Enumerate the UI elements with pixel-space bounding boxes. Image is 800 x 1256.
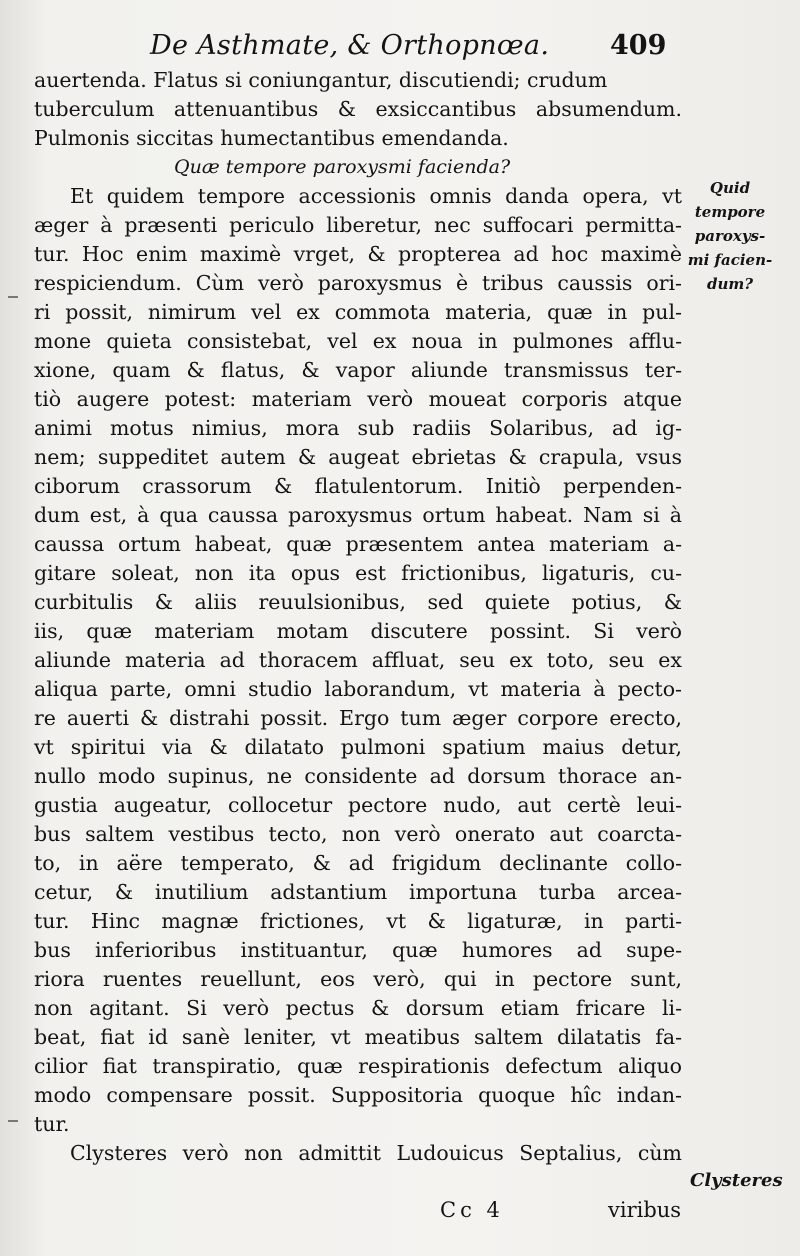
text-line: æger à præsenti periculo liberetur, nec suffocari permitta- (34, 213, 682, 237)
marginal-note (680, 176, 780, 296)
text-line: animi motus nimius, mora sub radiis Solaribus, ad ig- (34, 416, 682, 440)
marginal-note-line: dum? (706, 275, 754, 293)
text-line: mone quieta consistebat, vel ex noua in pulmones afflu- (34, 329, 682, 353)
marginal-note-line: paroxys- (694, 227, 766, 245)
catchword: viribus (608, 1198, 682, 1222)
text-line: Et quidem tempore accessionis omnis danda opera, vt (70, 184, 682, 208)
text-line: tur. (34, 1112, 70, 1136)
margin-tick (8, 296, 18, 298)
text-line: aliqua parte, omni studio laborandum, vt materia à pecto- (34, 677, 682, 701)
text-line: ciborum crassorum & flatulentorum. Initiò perpenden- (34, 474, 682, 498)
text-line: tur. Hoc enim maximè vrget, & propterea ad hoc maximè (34, 242, 682, 266)
text-line: riora ruentes reuellunt, eos verò, qui in pectore sunt, (34, 967, 682, 991)
text-line: cilior fiat transpiratio, quæ respirationis defectum aliquo (34, 1054, 682, 1078)
marginal-note-line: Quid (709, 179, 751, 197)
text-line: respiciendum. Cùm verò paroxysmus è tribus caussis ori- (34, 271, 682, 295)
text-line: gitare soleat, non ita opus est frictionibus, ligaturis, cu- (34, 561, 682, 585)
text-line: aliunde materia ad thoracem affluat, seu ex toto, seu ex (34, 648, 682, 672)
text-line: nullo modo supinus, ne considente ad dorsum thorace an- (34, 764, 682, 788)
text-line: dum est, à qua caussa paroxysmus ortum habeat. Nam si à (34, 503, 682, 527)
text-line: bus inferioribus instituantur, quæ humores ad supe- (34, 938, 682, 962)
main-text (34, 66, 682, 1168)
page-number: 409 (610, 30, 667, 61)
marginal-note-line: mi facien- (687, 251, 773, 269)
text-line: tur. Hinc magnæ frictiones, vt & ligaturæ, in parti- (34, 909, 682, 933)
section-heading: Quæ tempore paroxysmi facienda? (174, 156, 511, 178)
text-line: iis, quæ materiam motam discutere possint. Si verò (34, 619, 682, 643)
text-line: auertenda. Flatus si coniungantur, discutiendi; crudum (34, 68, 608, 92)
text-line: tuberculum attenuantibus & exsiccantibus absumendum. (34, 97, 682, 121)
text-line: to, in aëre temperato, & ad frigidum declinante collo- (34, 851, 682, 875)
text-line: Pulmonis siccitas humectantibus emendanda. (34, 126, 509, 150)
marginal-note-clysteres: Clysteres (690, 1170, 783, 1191)
text-line: beat, fiat id sanè leniter, vt meatibus saltem dilatatis fa- (34, 1025, 682, 1049)
text-line: vt spiritui via & dilatato pulmoni spatium maius detur, (34, 735, 682, 759)
text-line: tiò augere potest: materiam verò moueat corporis atque (34, 387, 682, 411)
text-line: ri possit, nimirum vel ex commota materia, quæ in pul- (34, 300, 682, 324)
text-line: cetur, & inutilium adstantium importuna turba arcea- (34, 880, 682, 904)
running-title: De Asthmate, & Orthopnœa. (150, 30, 550, 61)
text-line: caussa ortum habeat, quæ præsentem antea materiam a- (34, 532, 682, 556)
text-line: modo compensare possit. Suppositoria quoque hîc indan- (34, 1083, 682, 1107)
text-line: xione, quam & flatus, & vapor aliunde transmissus ter- (34, 358, 682, 382)
text-line: gustia augeatur, collocetur pectore nudo, aut certè leui- (34, 793, 682, 817)
text-line: non agitant. Si verò pectus & dorsum etiam fricare li- (34, 996, 682, 1020)
text-line: bus saltem vestibus tecto, non verò onerato aut coarcta- (34, 822, 682, 846)
margin-tick (8, 1120, 18, 1122)
text-line: Clysteres verò non admittit Ludouicus Septalius, cùm (70, 1141, 682, 1165)
text-line: nem; suppeditet autem & augeat ebrietas & crapula, vsus (34, 445, 682, 469)
text-line: re auerti & distrahi possit. Ergo tum æger corpore erecto, (34, 706, 682, 730)
text-line: curbitulis & aliis reuulsionibus, sed quiete potius, & (34, 590, 682, 614)
signature-mark: Cc 4 (440, 1198, 504, 1222)
marginal-note-line: tempore (694, 203, 766, 221)
